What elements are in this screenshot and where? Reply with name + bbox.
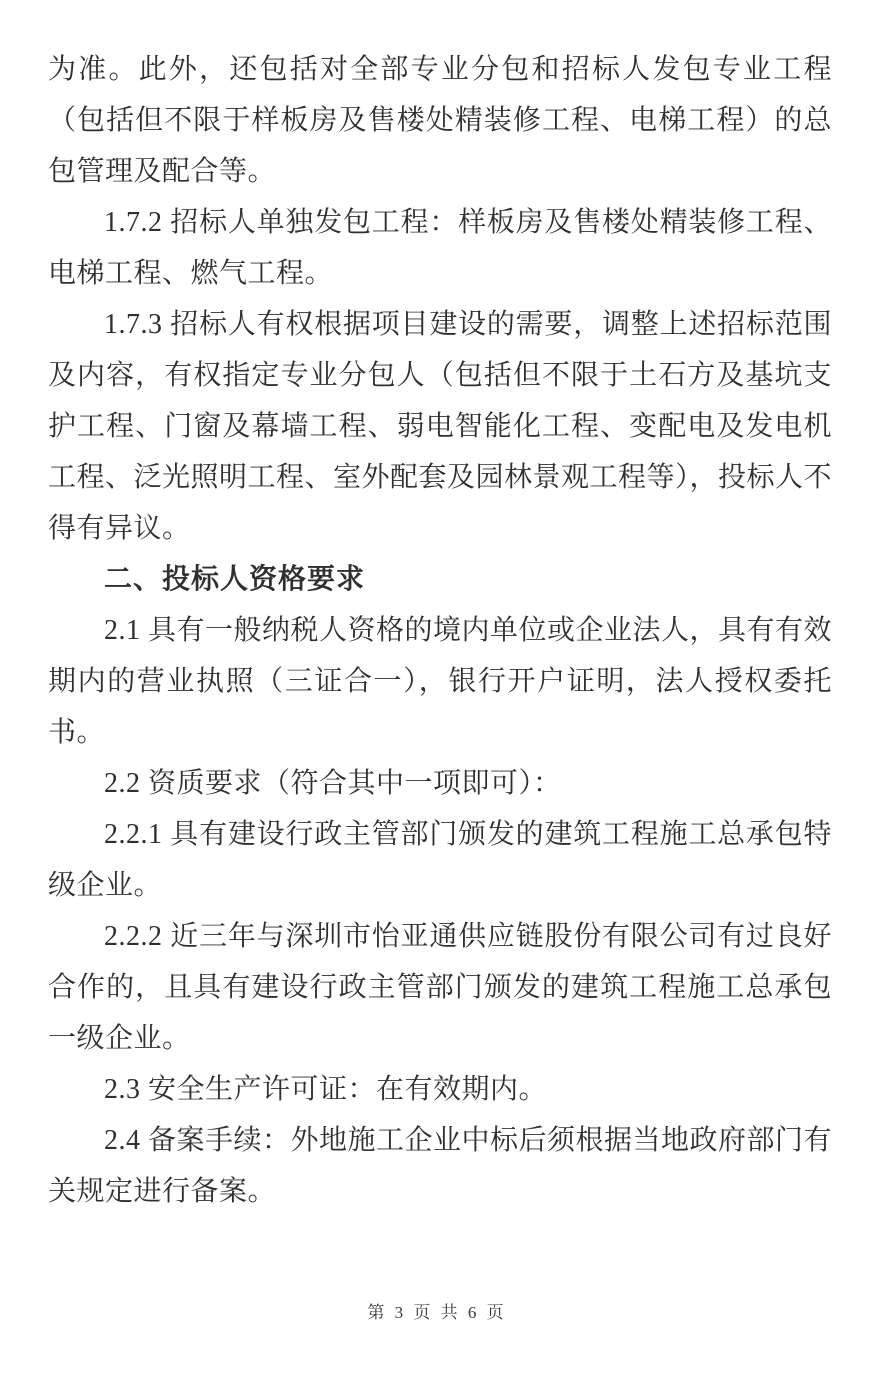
document-body xyxy=(48,44,832,1217)
paragraph: 2.2.1 具有建设行政主管部门颁发的建筑工程施工总承包特级企业。 xyxy=(48,819,832,901)
paragraph: 2.2 资质要求（符合其中一项即可）： xyxy=(104,768,562,799)
paragraph: 1.7.2 招标人单独发包工程：样板房及售楼处精装修工程、电梯工程、燃气工程。 xyxy=(48,207,832,289)
section-heading: 二、投标人资格要求 xyxy=(104,564,366,595)
page-footer: 第 3 页 共 6 页 xyxy=(367,1303,507,1322)
paragraph: 为准。此外，还包括对全部专业分包和招标人发包专业工程（包括但不限于样板房及售楼处精装修工程、电梯工程）的总包管理及配合等。 xyxy=(48,54,832,187)
paragraph: 1.7.3 招标人有权根据项目建设的需要，调整上述招标范围及内容，有权指定专业分包人（包括但不限于土石方及基坑支护工程、门窗及幕墙工程、弱电智能化工程、变配电及发电机工程、泛光照明工程、室外配套及园林景观工程等），投标人不得有异议。 xyxy=(48,309,833,544)
paragraph: 2.3 安全生产许可证：在有效期内。 xyxy=(104,1074,548,1105)
paragraph: 2.2.2 近三年与深圳市怡亚通供应链股份有限公司有过良好合作的，且具有建设行政主管部门颁发的建筑工程施工总承包一级企业。 xyxy=(48,921,832,1054)
paragraph: 2.4 备案手续：外地施工企业中标后须根据当地政府部门有关规定进行备案。 xyxy=(48,1125,833,1207)
paragraph: 2.1 具有一般纳税人资格的境内单位或企业法人，具有有效期内的营业执照（三证合一），银行开户证明，法人授权委托书。 xyxy=(48,615,833,748)
